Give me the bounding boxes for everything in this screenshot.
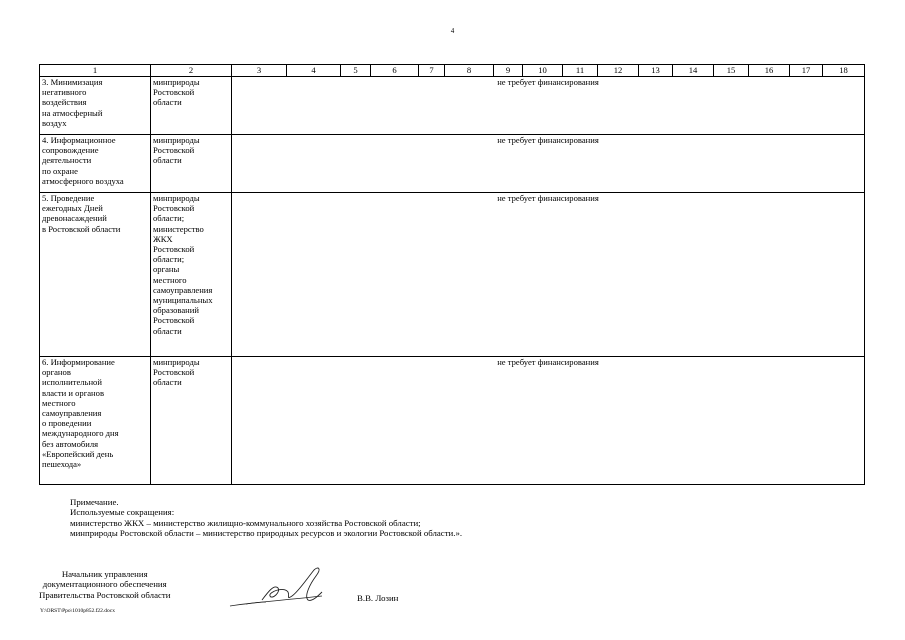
measure-name: 4. Информационное сопровождение деятельности по охране атмосферного воздуха xyxy=(40,135,151,193)
column-number: 8 xyxy=(445,65,494,77)
page-number: 4 xyxy=(450,27,455,35)
column-number: 17 xyxy=(790,65,823,77)
signatory-name: В.В. Лозин xyxy=(357,593,399,603)
measure-name: 5. Проведение ежегодных Дней древонасаждений в Ростовской области xyxy=(40,193,151,357)
column-number: 1 xyxy=(40,65,151,77)
financing-table xyxy=(39,64,865,485)
table-row xyxy=(40,135,865,193)
financing-status: не требует финансирования xyxy=(232,357,865,485)
financing-status: не требует финансирования xyxy=(232,193,865,357)
column-number: 12 xyxy=(598,65,639,77)
measure-name: 6. Информирование органов исполнительной власти и органов местного самоуправления о проведении международного дня без автомобиля «Европейский день пешехода» xyxy=(40,357,151,485)
column-number: 3 xyxy=(232,65,287,77)
handwritten-signature-icon xyxy=(226,562,336,612)
column-number: 10 xyxy=(523,65,563,77)
measure-name: 3. Минимизация негативного воздействия на атмосферный воздух xyxy=(40,77,151,135)
financing-status: не требует финансирования xyxy=(232,77,865,135)
column-number: 14 xyxy=(673,65,714,77)
table-row xyxy=(40,77,865,135)
column-number: 11 xyxy=(563,65,598,77)
column-number: 5 xyxy=(341,65,371,77)
file-path: Y:\ORST\Ppo\1010p852.f22.docx xyxy=(40,608,115,614)
notes-line: министерство ЖКХ – министерство жилищно-коммунального хозяйства Ростовской области; xyxy=(70,517,421,528)
column-number: 7 xyxy=(419,65,445,77)
notes-intro: Используемые сокращения: xyxy=(70,507,175,518)
table-row xyxy=(40,193,865,357)
notes-block xyxy=(70,497,462,538)
column-number: 16 xyxy=(749,65,790,77)
column-number: 13 xyxy=(639,65,673,77)
signatory-title: Начальник управления документационного обеспечения Правительства Ростовской области xyxy=(39,569,171,600)
column-number: 4 xyxy=(287,65,341,77)
measure-executor: минприроды Ростовской области xyxy=(151,77,232,135)
column-number: 18 xyxy=(823,65,865,77)
notes-line: минприроды Ростовской области – министерство природных ресурсов и экологии Ростовской области.». xyxy=(70,527,463,538)
measure-executor: минприроды Ростовской области; министерство ЖКХ Ростовской области; органы местного самоуправления муниципальных образований Ростовской области xyxy=(151,193,232,357)
table-row xyxy=(40,357,865,485)
table-header-row xyxy=(40,65,865,77)
measure-executor: минприроды Ростовской области xyxy=(151,135,232,193)
column-number: 9 xyxy=(494,65,523,77)
measure-executor: минприроды Ростовской области xyxy=(151,357,232,485)
notes-title: Примечание. xyxy=(70,497,119,507)
column-number: 2 xyxy=(151,65,232,77)
column-number: 15 xyxy=(714,65,749,77)
financing-status: не требует финансирования xyxy=(232,135,865,193)
column-number: 6 xyxy=(371,65,419,77)
